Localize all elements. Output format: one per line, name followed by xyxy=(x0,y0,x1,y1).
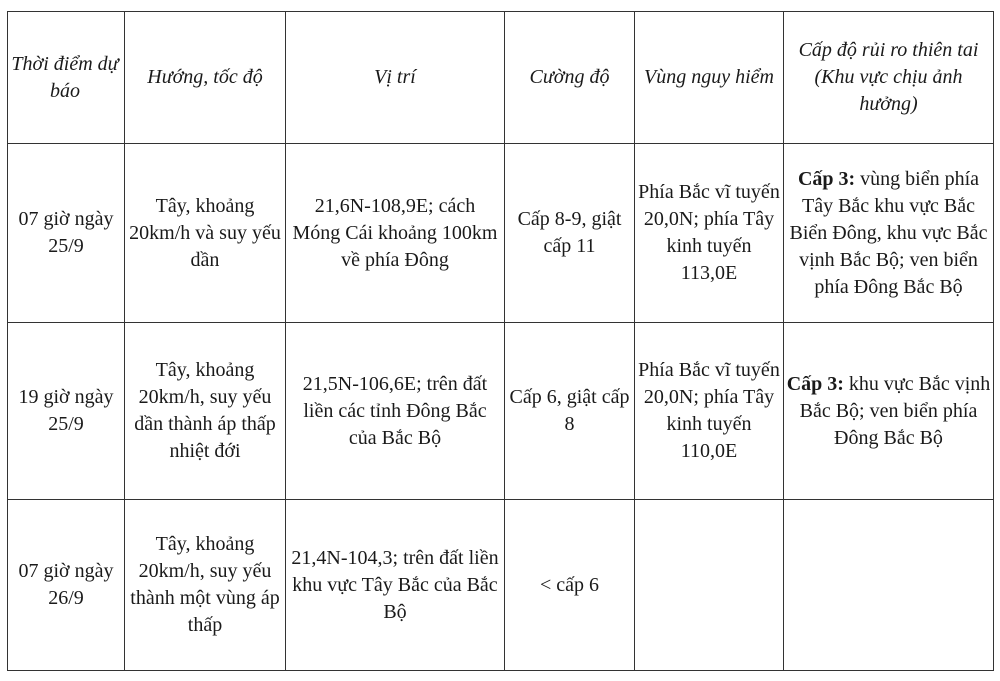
risk-level-label: Cấp 3: xyxy=(786,372,844,395)
table-row xyxy=(8,144,994,323)
cell-position: 21,6N-108,9E; cách Móng Cái khoảng 100km về phía Đông xyxy=(286,144,505,323)
cell-intensity: Cấp 6, giật cấp 8 xyxy=(505,323,635,500)
cell-danger-zone: Phía Bắc vĩ tuyến 20,0N; phía Tây kinh tuyến 113,0E xyxy=(635,144,784,323)
cell-risk-level xyxy=(784,323,994,500)
risk-level-label: Cấp 3: xyxy=(797,167,856,190)
cell-direction: Tây, khoảng 20km/h, suy yếu dần thành áp thấp nhiệt đới xyxy=(125,323,286,500)
cell-time: 07 giờ ngày 25/9 xyxy=(8,144,125,323)
cell-danger-zone xyxy=(635,500,784,671)
cell-time: 07 giờ ngày 26/9 xyxy=(8,500,125,671)
table-row xyxy=(8,323,994,500)
cell-risk-level xyxy=(784,144,994,323)
header-danger-zone: Vùng nguy hiểm xyxy=(635,12,784,144)
header-time: Thời điểm dự báo xyxy=(8,12,125,144)
cell-position: 21,5N-106,6E; trên đất liền các tỉnh Đông Bắc của Bắc Bộ xyxy=(286,323,505,500)
cell-intensity: Cấp 8-9, giật cấp 11 xyxy=(505,144,635,323)
cell-danger-zone: Phía Bắc vĩ tuyến 20,0N; phía Tây kinh tuyến 110,0E xyxy=(635,323,784,500)
cell-direction: Tây, khoảng 20km/h, suy yếu thành một vùng áp thấp xyxy=(125,500,286,671)
risk-level-text: vùng biển phía Tây Bắc khu vực Bắc Biển Đông, khu vực Bắc vịnh Bắc Bộ; ven biển phía Đông Bắc Bộ xyxy=(789,167,988,298)
header-risk-level: Cấp độ rủi ro thiên tai (Khu vực chịu ảnh hưởng) xyxy=(784,12,994,144)
cell-time: 19 giờ ngày 25/9 xyxy=(8,323,125,500)
header-intensity: Cường độ xyxy=(505,12,635,144)
cell-intensity: < cấp 6 xyxy=(505,500,635,671)
header-direction: Hướng, tốc độ xyxy=(125,12,286,144)
cell-risk-level xyxy=(784,500,994,671)
cell-direction: Tây, khoảng 20km/h và suy yếu dần xyxy=(125,144,286,323)
header-position: Vị trí xyxy=(286,12,505,144)
table-row xyxy=(8,500,994,671)
header-row xyxy=(8,12,994,144)
forecast-table xyxy=(7,11,994,671)
risk-level-text: khu vực Bắc vịnh Bắc Bộ; ven biển phía Đông Bắc Bộ xyxy=(799,372,991,449)
cell-position: 21,4N-104,3; trên đất liền khu vực Tây Bắc của Bắc Bộ xyxy=(286,500,505,671)
